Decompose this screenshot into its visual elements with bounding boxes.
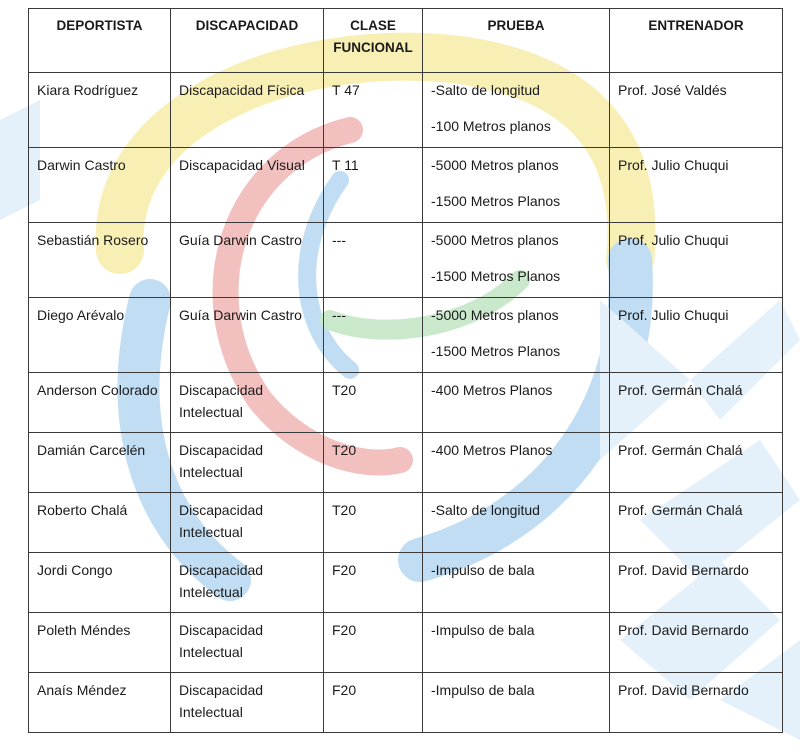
class-cell: T20 (324, 433, 423, 493)
event-cell: -400 Metros Planos (423, 433, 610, 493)
header-class-line2: FUNCIONAL (333, 40, 413, 55)
disability-cell: Guía Darwin Castro (171, 223, 324, 298)
disability-line-1: Discapacidad (179, 502, 264, 518)
event-line-1: -5000 Metros planos (431, 232, 559, 248)
athlete-cell: Anderson Colorado (29, 373, 171, 433)
event-line-2: -100 Metros planos (431, 118, 551, 134)
header-class-line1: CLASE (350, 18, 396, 33)
disability-cell: Discapacidad Física (171, 73, 324, 148)
disability-cell (171, 553, 324, 613)
event-cell: -Salto de longitud (423, 493, 610, 553)
athlete-roster-table (28, 8, 783, 733)
event-cell (423, 223, 610, 298)
class-cell: T20 (324, 373, 423, 433)
disability-line-2: Intelectual (179, 464, 243, 480)
disability-line-1: Discapacidad (179, 682, 264, 698)
header-athlete: DEPORTISTA (29, 9, 171, 73)
disability-cell (171, 613, 324, 673)
event-cell (423, 298, 610, 373)
coach-cell: Prof. Julio Chuqui (610, 148, 783, 223)
header-disability: DISCAPACIDAD (171, 9, 324, 73)
coach-cell: Prof. Julio Chuqui (610, 223, 783, 298)
header-coach: ENTRENADOR (610, 9, 783, 73)
athlete-cell: Anaís Méndez (29, 673, 171, 733)
header-event: PRUEBA (423, 9, 610, 73)
event-cell: -Impulso de bala (423, 613, 610, 673)
coach-cell: Prof. Germán Chalá (610, 433, 783, 493)
header-class (324, 9, 423, 73)
athlete-cell: Jordi Congo (29, 553, 171, 613)
athlete-cell: Poleth Méndes (29, 613, 171, 673)
coach-cell: Prof. José Valdés (610, 73, 783, 148)
disability-line-1: Discapacidad (179, 622, 264, 638)
class-cell: F20 (324, 613, 423, 673)
table-row (29, 433, 783, 493)
event-cell (423, 73, 610, 148)
class-cell: T20 (324, 493, 423, 553)
class-cell: --- (324, 223, 423, 298)
event-cell (423, 148, 610, 223)
event-line-1: -5000 Metros planos (431, 157, 559, 173)
athlete-cell: Darwin Castro (29, 148, 171, 223)
coach-cell: Prof. David Bernardo (610, 553, 783, 613)
event-cell: -Impulso de bala (423, 673, 610, 733)
coach-cell: Prof. David Bernardo (610, 613, 783, 673)
disability-cell: Guía Darwin Castro (171, 298, 324, 373)
class-cell: F20 (324, 553, 423, 613)
event-line-2: -1500 Metros Planos (431, 343, 561, 359)
table-row (29, 298, 783, 373)
athlete-cell: Sebastián Rosero (29, 223, 171, 298)
table-row (29, 613, 783, 673)
disability-line-1: Discapacidad (179, 382, 264, 398)
event-line-1: -5000 Metros planos (431, 307, 559, 323)
event-line-1: -Salto de longitud (431, 82, 540, 98)
disability-line-2: Intelectual (179, 584, 243, 600)
athlete-cell: Roberto Chalá (29, 493, 171, 553)
table-row (29, 223, 783, 298)
table-row (29, 493, 783, 553)
header-row (29, 9, 783, 73)
event-cell: -400 Metros Planos (423, 373, 610, 433)
disability-cell (171, 673, 324, 733)
table-row (29, 553, 783, 613)
coach-cell: Prof. David Bernardo (610, 673, 783, 733)
table-row (29, 673, 783, 733)
coach-cell: Prof. Germán Chalá (610, 493, 783, 553)
table-row (29, 73, 783, 148)
disability-line-2: Intelectual (179, 524, 243, 540)
disability-line-1: Discapacidad (179, 562, 264, 578)
athlete-cell: Damián Carcelén (29, 433, 171, 493)
athlete-cell: Diego Arévalo (29, 298, 171, 373)
disability-cell: Discapacidad Visual (171, 148, 324, 223)
event-line-2: -1500 Metros Planos (431, 268, 561, 284)
disability-cell (171, 373, 324, 433)
coach-cell: Prof. Julio Chuqui (610, 298, 783, 373)
class-cell: T 47 (324, 73, 423, 148)
disability-line-2: Intelectual (179, 704, 243, 720)
class-cell: F20 (324, 673, 423, 733)
table-row (29, 373, 783, 433)
coach-cell: Prof. Germán Chalá (610, 373, 783, 433)
disability-line-1: Discapacidad (179, 442, 264, 458)
disability-cell (171, 433, 324, 493)
class-cell: T 11 (324, 148, 423, 223)
athlete-cell: Kiara Rodríguez (29, 73, 171, 148)
event-cell: -Impulso de bala (423, 553, 610, 613)
disability-line-2: Intelectual (179, 404, 243, 420)
table-row (29, 148, 783, 223)
disability-cell (171, 493, 324, 553)
disability-line-2: Intelectual (179, 644, 243, 660)
class-cell: --- (324, 298, 423, 373)
event-line-2: -1500 Metros Planos (431, 193, 561, 209)
